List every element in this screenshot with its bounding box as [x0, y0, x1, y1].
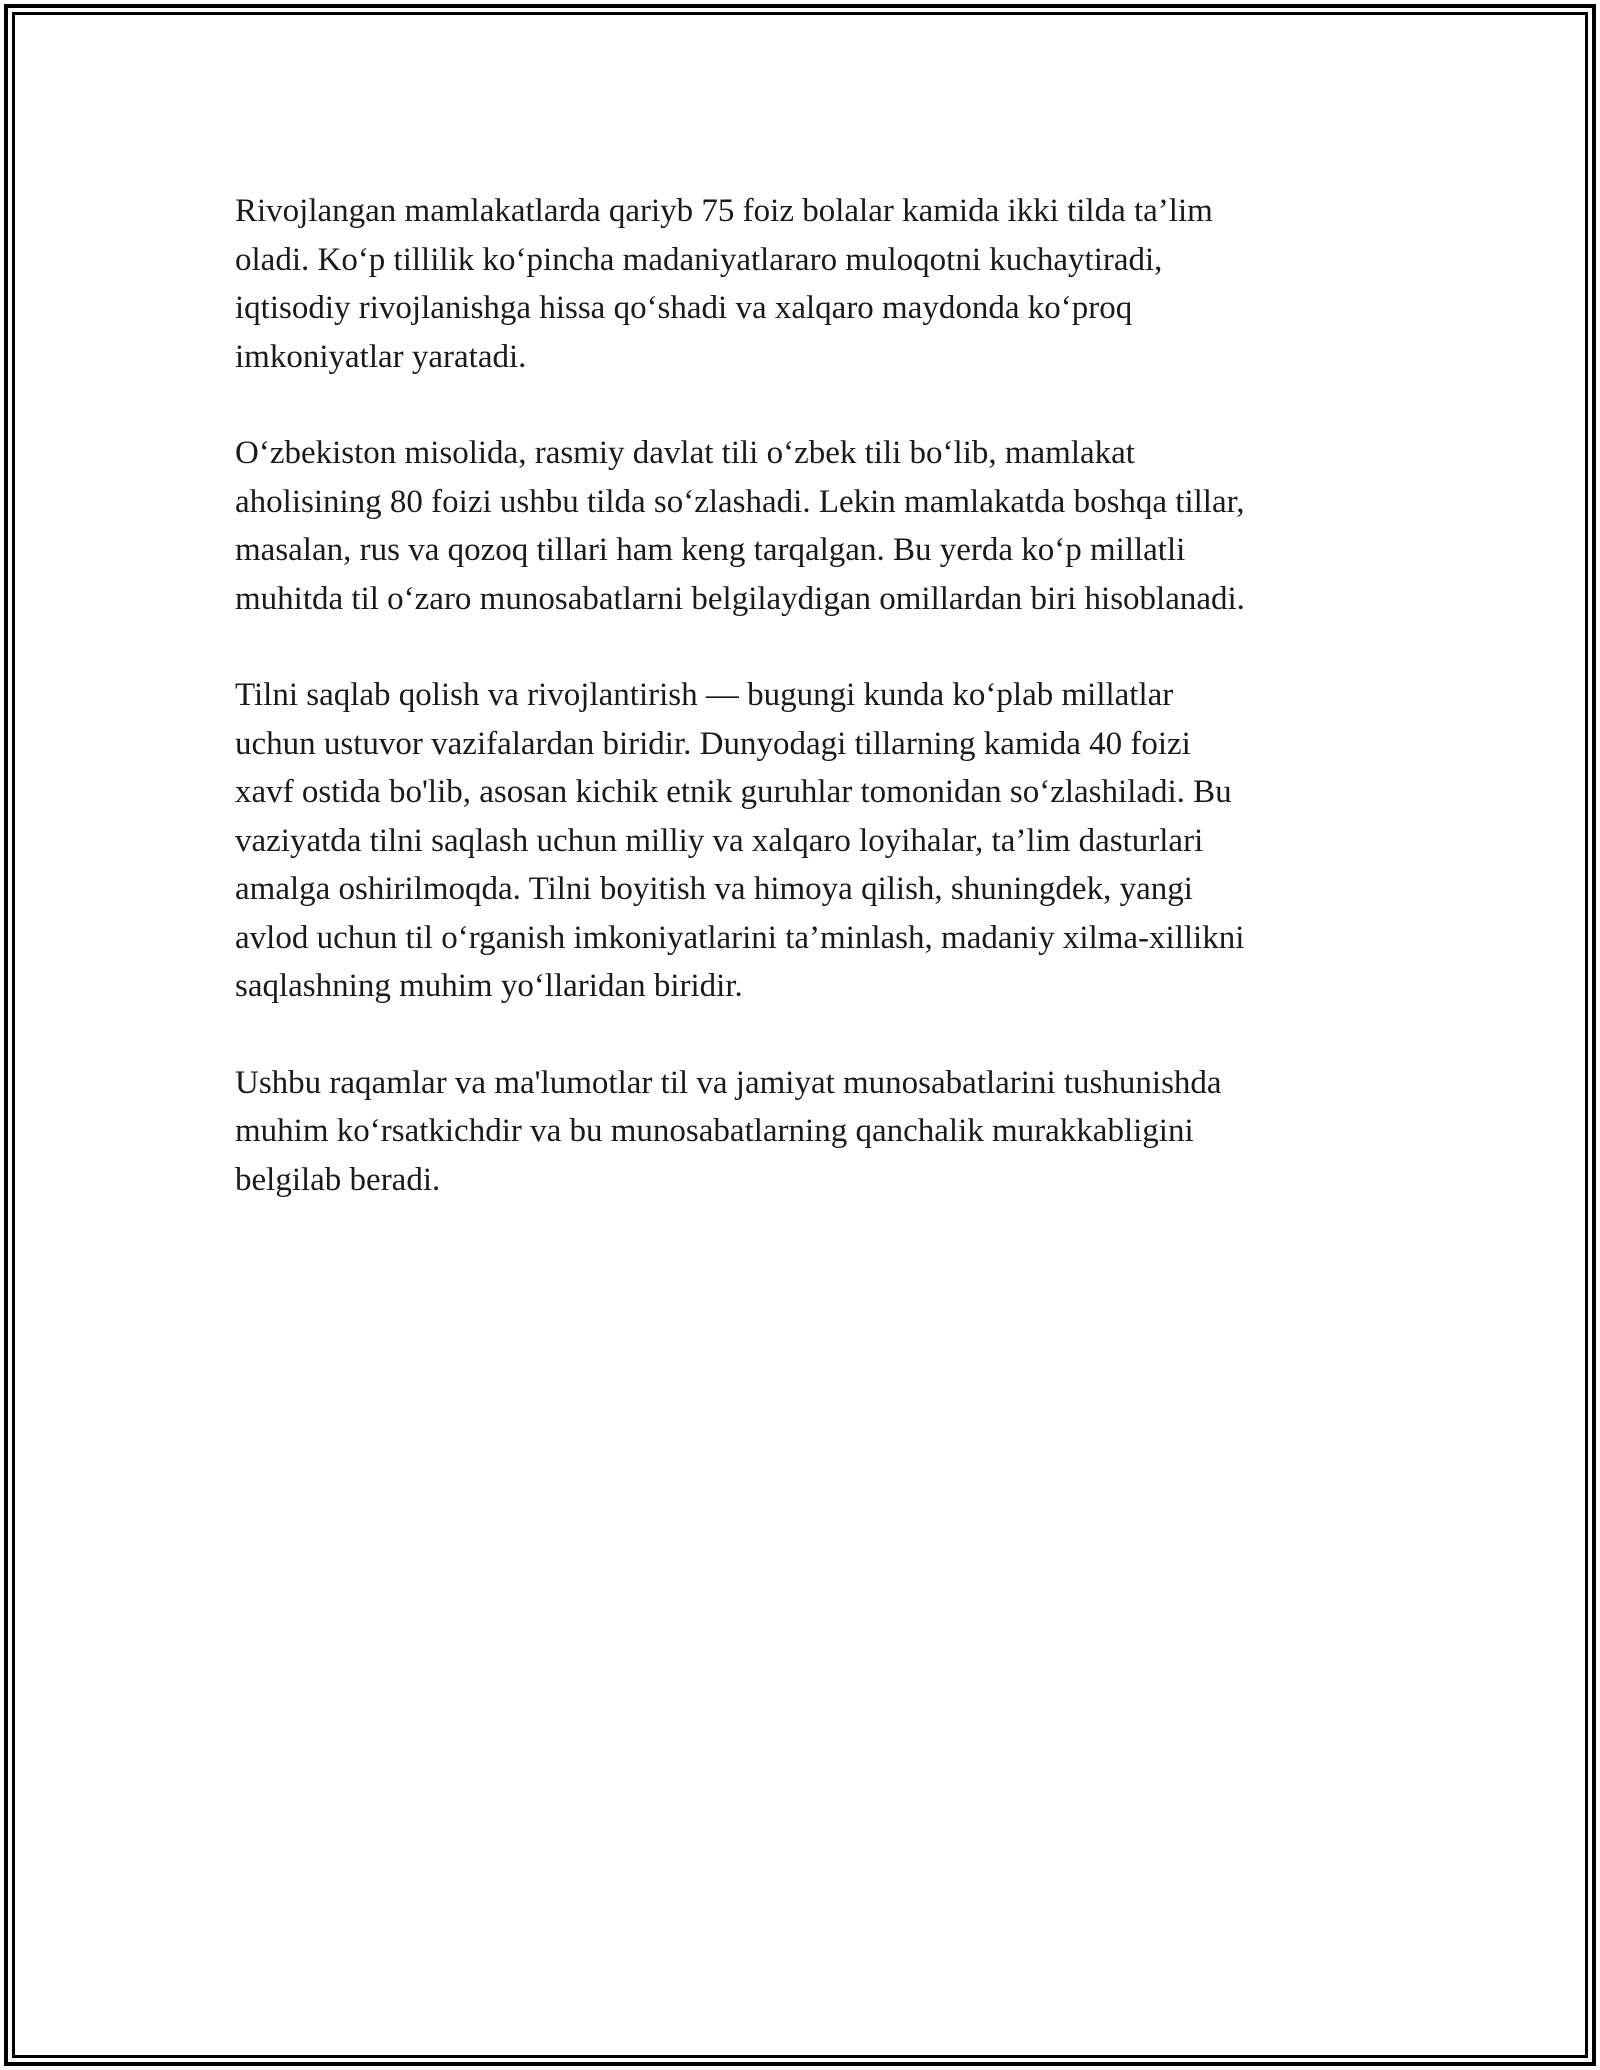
text-line: Ushbu raqamlar va ma'lumotlar til va jamiyat munosabatlarini tushunishda	[235, 1064, 1222, 1101]
text-line: amalga oshirilmoqda. Tilni boyitish va himoya qilish, shuningdek, yangi	[235, 871, 1193, 907]
text-line: Tilni saqlab qolish va rivojlantirish — bugungi kunda ko‘plab millatlar	[235, 677, 1174, 713]
paragraph-2	[235, 429, 1385, 623]
text-line: O‘zbekiston misolida, rasmiy davlat tili o‘zbek tili bo‘lib, mamlakat	[235, 435, 1135, 471]
text-line: muhim ko‘rsatkichdir va bu munosabatlarning qanchalik murakkabligini	[235, 1113, 1194, 1149]
text-line: muhitda til o‘zaro munosabatlarni belgilaydigan omillardan biri hisoblanadi.	[235, 580, 1245, 617]
text-line: xavf ostida bo'lib, asosan kichik etnik guruhlar tomonidan so‘zlashiladi. Bu	[235, 774, 1232, 810]
text-line: saqlashning muhim yo‘llaridan biridir.	[235, 968, 743, 1004]
text-line: iqtisodiy rivojlanishga hissa qo‘shadi va xalqaro maydonda ko‘proq	[235, 290, 1133, 326]
document-body	[235, 187, 1385, 1252]
text-line: oladi. Ko‘p tillilik ko‘pincha madaniyatlararo muloqotni kuchaytiradi,	[235, 241, 1163, 278]
text-line: imkoniyatlar yaratadi.	[235, 338, 527, 375]
text-line: aholisining 80 foizi ushbu tilda so‘zlashadi. Lekin mamlakatda boshqa tillar,	[235, 483, 1245, 520]
text-line: uchun ustuvor vazifalardan biridir. Dunyodagi tillarning kamida 40 foizi	[235, 725, 1191, 762]
text-line: Rivojlangan mamlakatlarda qariyb 75 foiz bolalar kamida ikki tilda ta’lim	[235, 193, 1213, 229]
text-line: avlod uchun til o‘rganish imkoniyatlarini ta’minlash, madaniy xilma-xillikni	[235, 919, 1245, 956]
paragraph-3	[235, 671, 1385, 1011]
paragraph-4	[235, 1059, 1385, 1205]
text-line: masalan, rus va qozoq tillari ham keng tarqalgan. Bu yerda ko‘p millatli	[235, 532, 1186, 568]
text-line: vaziyatda tilni saqlash uchun milliy va xalqaro loyihalar, ta’lim dasturlari	[235, 822, 1204, 859]
text-line: belgilab beradi.	[235, 1161, 441, 1198]
paragraph-1	[235, 187, 1385, 381]
